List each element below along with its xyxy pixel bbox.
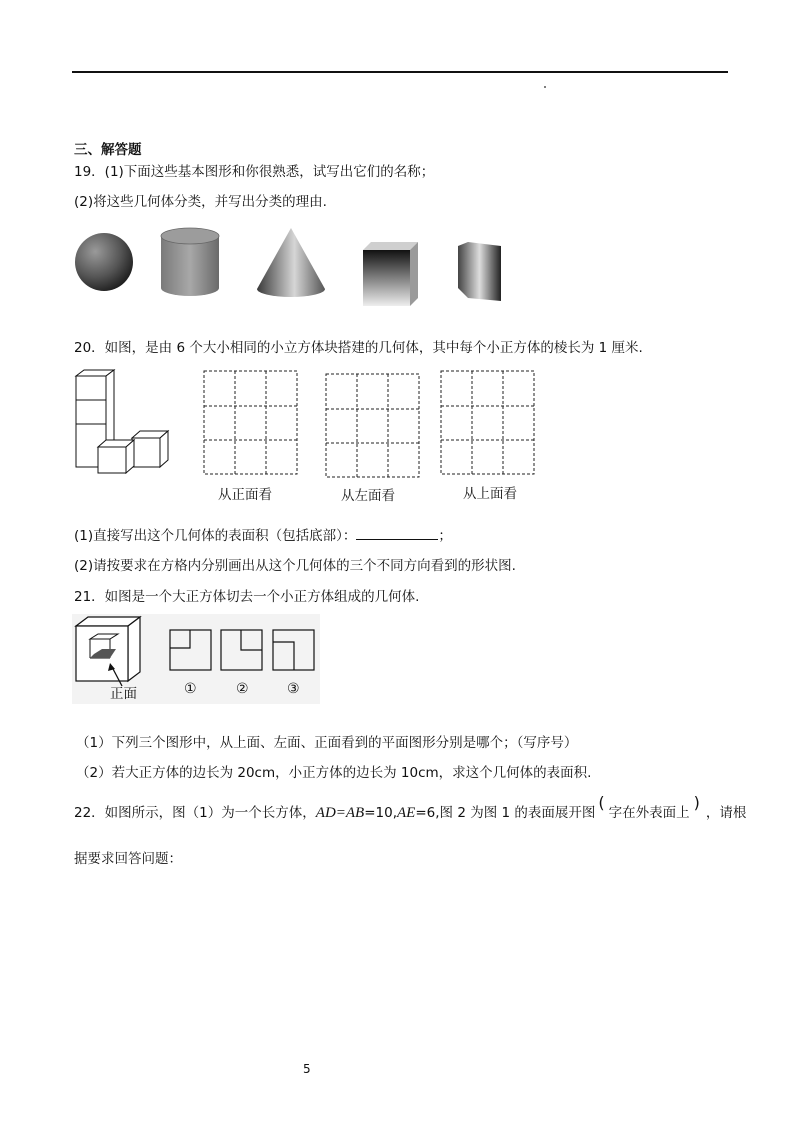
q20-grid-left xyxy=(325,373,421,479)
sphere-shape xyxy=(75,233,133,291)
q22-expr-ad-ab: AD=AB xyxy=(315,805,365,821)
q20-sub2: (2)请按要求在方格内分别画出从这个几何体的三个不同方向看到的形状图. xyxy=(74,558,516,574)
q20-stem: 20．如图，是由 6 个大小相同的小立方体块搭建的几何体，其中每个小正方体的棱长为 1 厘米. xyxy=(74,340,643,356)
q19-line1: 19．(1)下面这些基本图形和你很熟悉，试写出它们的名称； xyxy=(74,164,435,180)
q21-stem: 21．如图是一个大正方体切去一个小正方体组成的几何体. xyxy=(74,589,420,605)
q21-sub1: （1）下列三个图形中，从上面、左面、正面看到的平面图形分别是哪个；（写序号） xyxy=(76,735,578,751)
q20-grid-top xyxy=(440,370,536,476)
q19-solids-figure xyxy=(66,218,516,314)
q21-option-3-label: ③ xyxy=(287,681,300,697)
header-dot xyxy=(544,86,546,88)
q20-caption-left: 从左面看 xyxy=(341,488,395,504)
q20-caption-front: 从正面看 xyxy=(218,487,272,503)
q22-paren-close: ) xyxy=(693,793,700,812)
q22-paren-open: ( xyxy=(598,793,605,812)
q21-sub2: （2）若大正方体的边长为 20cm，小正方体的边长为 10cm，求这个几何体的表面积. xyxy=(76,765,592,781)
q20-sub1 xyxy=(74,527,452,545)
page-number: 5 xyxy=(303,1062,311,1076)
section-title: 三、解答题 xyxy=(74,142,142,158)
cylinder-shape xyxy=(161,228,219,296)
q20-cube-stack-figure xyxy=(72,368,172,474)
q20-caption-top: 从上面看 xyxy=(463,486,517,502)
q20-grid-front xyxy=(203,370,299,476)
q22-line1 xyxy=(74,793,747,822)
q19-line2: (2)将这些几何体分类，并写出分类的理由. xyxy=(74,194,327,210)
cone-shape xyxy=(257,228,325,297)
q22-part-c: =6,图 2 为图 1 的表面展开图 xyxy=(415,805,596,821)
q22-expr-ae: AE xyxy=(397,805,416,821)
header-rule xyxy=(72,71,728,73)
q22-line2: 据要求回答问题： xyxy=(74,851,182,867)
q20-answer-blank[interactable] xyxy=(356,527,438,540)
q22-part-e: ，请根 xyxy=(705,805,747,821)
cube-shape xyxy=(363,242,418,306)
q21-front-label: 正面 xyxy=(110,686,137,702)
q20-sub1-prefix: (1)直接写出这个几何体的表面积（包括底部）： xyxy=(74,528,357,544)
q20-sub1-suffix: ； xyxy=(438,528,452,544)
q21-option-1-label: ① xyxy=(184,681,197,697)
q21-option-2-label: ② xyxy=(236,681,249,697)
q22-part-b: =10, xyxy=(364,805,398,821)
q22-part-d: 字在外表面上 xyxy=(608,805,690,821)
q22-part-a: 22．如图所示，图（1）为一个长方体， xyxy=(74,805,316,821)
prism-shape xyxy=(458,242,501,301)
